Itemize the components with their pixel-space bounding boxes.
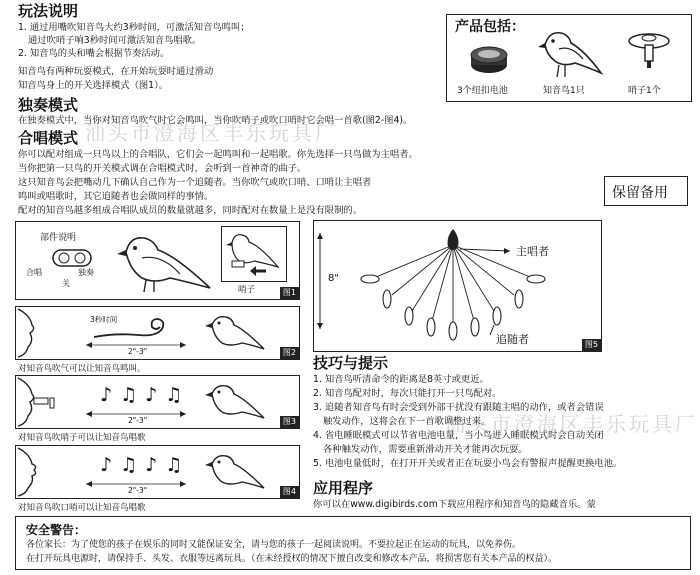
chorus-diagram (314, 221, 601, 351)
figure-2 (15, 306, 300, 360)
switch-solo-label: 独奏 (78, 268, 94, 277)
figure-label: 图1 (280, 287, 299, 299)
tip-line: 触发动作，这将会在下一首歌调整过来。 (323, 416, 491, 427)
contents-box (446, 14, 692, 102)
music-notes-icon: ♪♫♪♫ (100, 384, 191, 406)
section-title-chorus: 合唱模式 (18, 129, 79, 147)
section-title-solo: 独奏模式 (18, 96, 79, 114)
warning-line: 各位家长：为了使您的孩子在娱乐的同时又能保证安全，请与您的孩子一起阅读说明。不要拉起正在运动的玩具，以免养伤。 (26, 540, 522, 550)
warning-line: 在打开玩具电源时，请保持手、头发、衣服等远离玩具。（在未经授权的情况下擅自改变和修改本产品，将损害您有关本产品的权益）。 (26, 554, 558, 564)
lead-bird-label: 主唱者 (516, 245, 549, 258)
instruction-line: 知音鸟有两种玩耍模式，在开始玩耍时通过滑动 (18, 66, 214, 77)
section-title-tips: 技巧与提示 (313, 354, 389, 372)
contents-item: 知音鸟1只 (543, 86, 585, 96)
tip-line: 各种触发动作，需要重新滑动开关才能再次玩耍。 (323, 444, 528, 455)
watermark: 汕头市澄海区丰乐玩具厂 (445, 412, 698, 436)
distance-label: 8" (328, 273, 339, 284)
warning-title: 安全警告： (26, 523, 87, 537)
bird-whistle-icon (222, 227, 286, 281)
figure-label: 图3 (280, 416, 299, 428)
bird-icon (535, 21, 605, 81)
instruction-line: 2. 知音鸟的头和嘴会根据节奏活动。 (18, 48, 170, 59)
bird-illustration (112, 226, 216, 296)
section-title-how-to-play: 玩法说明 (18, 2, 79, 20)
tip-line: 4. 省电睡眠模式可以节省电池电量，当小鸟进入睡眠模式时会自动关闭 (313, 430, 604, 441)
solo-line: 在独奏模式中，当你对知音鸟吹气时它会鸣叫，当你吹哨子或吹口哨时它会唱一首歌(图2-图4)。 (18, 115, 413, 126)
figure-label: 图5 (582, 339, 601, 351)
distance-label: 2"-3" (128, 347, 148, 356)
switch-off-label: 关 (62, 279, 70, 288)
safety-warning-box (15, 516, 691, 570)
tip-line: 1. 知音鸟听清命令的距离是8英寸或更近。 (313, 374, 489, 385)
figure-caption: 对知音鸟吹哨子可以让知音鸟唱歌 (18, 433, 146, 443)
figure-1 (15, 221, 300, 300)
duration-label: 3秒时间 (90, 315, 118, 324)
app-text: 你可以在www.digibirds.com下载应用程序和知音鸟的隐藏音乐。蒙 (313, 499, 596, 510)
figure-5 (313, 220, 602, 352)
figure-label: 图4 (280, 486, 299, 498)
contents-item: 哨子1个 (628, 86, 661, 96)
instruction-line: 通过吹哨子响3秒时间可激活知音鸟唱歌。 (28, 35, 202, 46)
tip-line: 5. 电池电量低时，在打开开关或者正在玩耍小鸟会有警报声提醒更换电池。 (313, 458, 623, 469)
figure-4 (15, 445, 300, 499)
switch-chorus-label: 合唱 (26, 268, 42, 277)
instruction-line: 1. 通过用嘴吹知音鸟大约3秒时间，可激活知音鸟鸣叫； (18, 22, 250, 33)
battery-icon (467, 39, 512, 79)
keep-box (604, 176, 688, 206)
figure-caption: 对知音鸟吹气可以让知音鸟鸣叫。 (18, 364, 146, 374)
figure-caption: 对知音鸟吹口哨可以让知音鸟唱歌 (18, 503, 146, 513)
figure-3 (15, 375, 300, 429)
blow-illustration (16, 307, 299, 359)
follower-label: 追随者 (496, 333, 529, 346)
keep-label: 保留备用 (612, 185, 668, 201)
section-title-app: 应用程序 (313, 479, 374, 497)
chorus-line: 鸣叫或唱歌时，其它追随者也会做同样的事情。 (18, 191, 214, 202)
contents-title: 产品包括： (455, 19, 525, 35)
music-notes-icon: ♪♫♪♫ (100, 454, 191, 476)
chorus-line: 当你把第一只鸟的开关模式调在合唱模式时，会听到一首神奇的曲子。 (18, 163, 307, 174)
chorus-line: 你可以配对组成一只鸟以上的合唱队，它们会一起鸣叫和一起唱歌。你先选择一只鸟做为主唱者。 (18, 149, 418, 160)
distance-label: 2"-3" (128, 416, 148, 425)
chorus-line: 配对的知音鸟越多组成合唱队成员的数量就越多，同时配对在数量上是没有限制的。 (18, 205, 362, 216)
figure-label: 图2 (280, 347, 299, 359)
watermark: 汕头市澄海区丰乐玩具厂 (85, 121, 338, 145)
whistle-inset (221, 226, 287, 282)
parts-title: 部件说明 (40, 233, 77, 243)
whistle-label: 哨子 (238, 285, 256, 295)
contents-item: 3个纽扣电池 (457, 86, 508, 96)
distance-label: 2"-3" (128, 486, 148, 495)
chorus-line: 这只知音鸟会把嘴动几下确认自己作为一个追随者。当你吹气或吹口哨、口哨让主唱者 (18, 177, 372, 188)
tip-line: 2. 知音鸟配对时，每次只能打开一只鸟配对。 (313, 388, 502, 399)
tip-line: 3. 追随者知音鸟有时会受到外部干扰没有跟随主唱的动作，或者会错误 (313, 402, 604, 413)
whistle-icon (625, 25, 675, 75)
instruction-line: 知音鸟身上的开关选择模式（图1）。 (18, 80, 169, 91)
